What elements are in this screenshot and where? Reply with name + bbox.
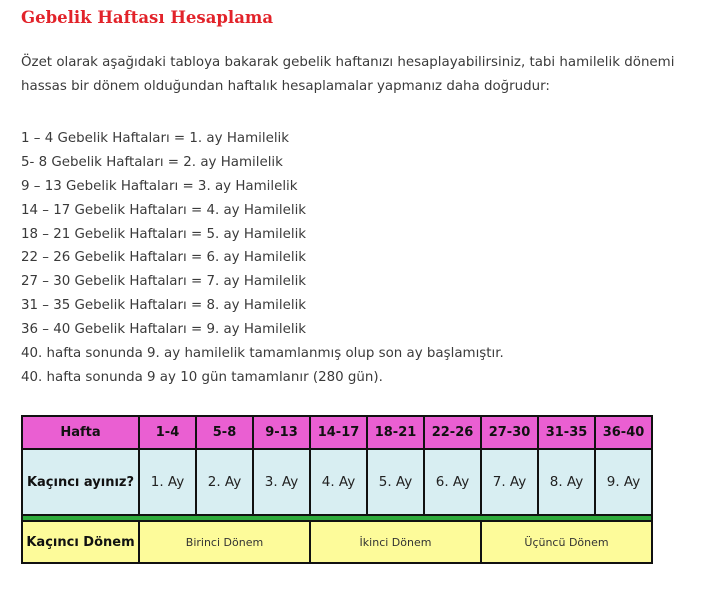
list-item: 1 – 4 Gebelik Haftaları = 1. ay Hamilelik <box>21 131 290 146</box>
hafta-cell: 9-13 <box>253 416 310 449</box>
list-item: 9 – 13 Gebelik Haftaları = 3. ay Hamilelik <box>21 178 298 194</box>
ay-header-cell: Kaçıncı ayınız? <box>22 449 139 515</box>
list-item: 14 – 17 Gebelik Haftaları = 4. ay Hamilelik <box>21 202 307 218</box>
donem-cell: Birinci Dönem <box>139 521 310 563</box>
hafta-cell: 1-4 <box>139 416 196 449</box>
pregnancy-table <box>21 415 653 564</box>
hafta-cell: 14-17 <box>310 416 367 449</box>
list-item: 40. hafta sonunda 9 ay 10 gün tamamlanır (280 gün). <box>21 369 383 385</box>
list-item: 5- 8 Gebelik Haftaları = 2. ay Hamilelik <box>21 154 283 170</box>
hafta-cell: 31-35 <box>538 416 595 449</box>
hafta-cell: 18-21 <box>367 416 424 449</box>
ay-cell: 9. Ay <box>595 449 652 515</box>
hafta-cell: 22-26 <box>424 416 481 449</box>
ay-cell: 3. Ay <box>253 449 310 515</box>
list-item: 18 – 21 Gebelik Haftaları = 5. ay Hamilelik <box>21 226 307 242</box>
list-item: 27 – 30 Gebelik Haftaları = 7. ay Hamilelik <box>21 274 307 290</box>
donem-cell: İkinci Dönem <box>310 521 481 563</box>
week-month-list <box>21 127 504 390</box>
hafta-cell: 5-8 <box>196 416 253 449</box>
ay-cell: 7. Ay <box>481 449 538 515</box>
intro-paragraph: Özet olarak aşağıdaki tabloya bakarak gebelik haftanızı hesaplayabilirsiniz, tabi hamilelik dönemi hassas bir dönem olduğundan haftalık hesaplamalar yapmanız daha doğrudur: <box>21 55 675 94</box>
table-row-hafta <box>22 416 652 449</box>
hafta-cell: 27-30 <box>481 416 538 449</box>
list-item: 40. hafta sonunda 9. ay hamilelik tamamlanmış olup son ay başlamıştır. <box>21 346 504 362</box>
ay-cell: 6. Ay <box>424 449 481 515</box>
list-item: 31 – 35 Gebelik Haftaları = 8. ay Hamilelik <box>21 298 307 314</box>
table-row-donem <box>22 521 652 563</box>
hafta-cell: 36-40 <box>595 416 652 449</box>
hafta-header-cell: Hafta <box>22 416 139 449</box>
table-row-ay <box>22 449 652 515</box>
ay-cell: 5. Ay <box>367 449 424 515</box>
ay-cell: 2. Ay <box>196 449 253 515</box>
donem-cell: Üçüncü Dönem <box>481 521 652 563</box>
donem-header-cell: Kaçıncı Dönem <box>22 521 139 563</box>
ay-cell: 8. Ay <box>538 449 595 515</box>
list-item: 36 – 40 Gebelik Haftaları = 9. ay Hamilelik <box>21 322 307 338</box>
ay-cell: 1. Ay <box>139 449 196 515</box>
list-item: 22 – 26 Gebelik Haftaları = 6. ay Hamilelik <box>21 250 307 266</box>
ay-cell: 4. Ay <box>310 449 367 515</box>
page-title: Gebelik Haftası Hesaplama <box>21 8 274 27</box>
